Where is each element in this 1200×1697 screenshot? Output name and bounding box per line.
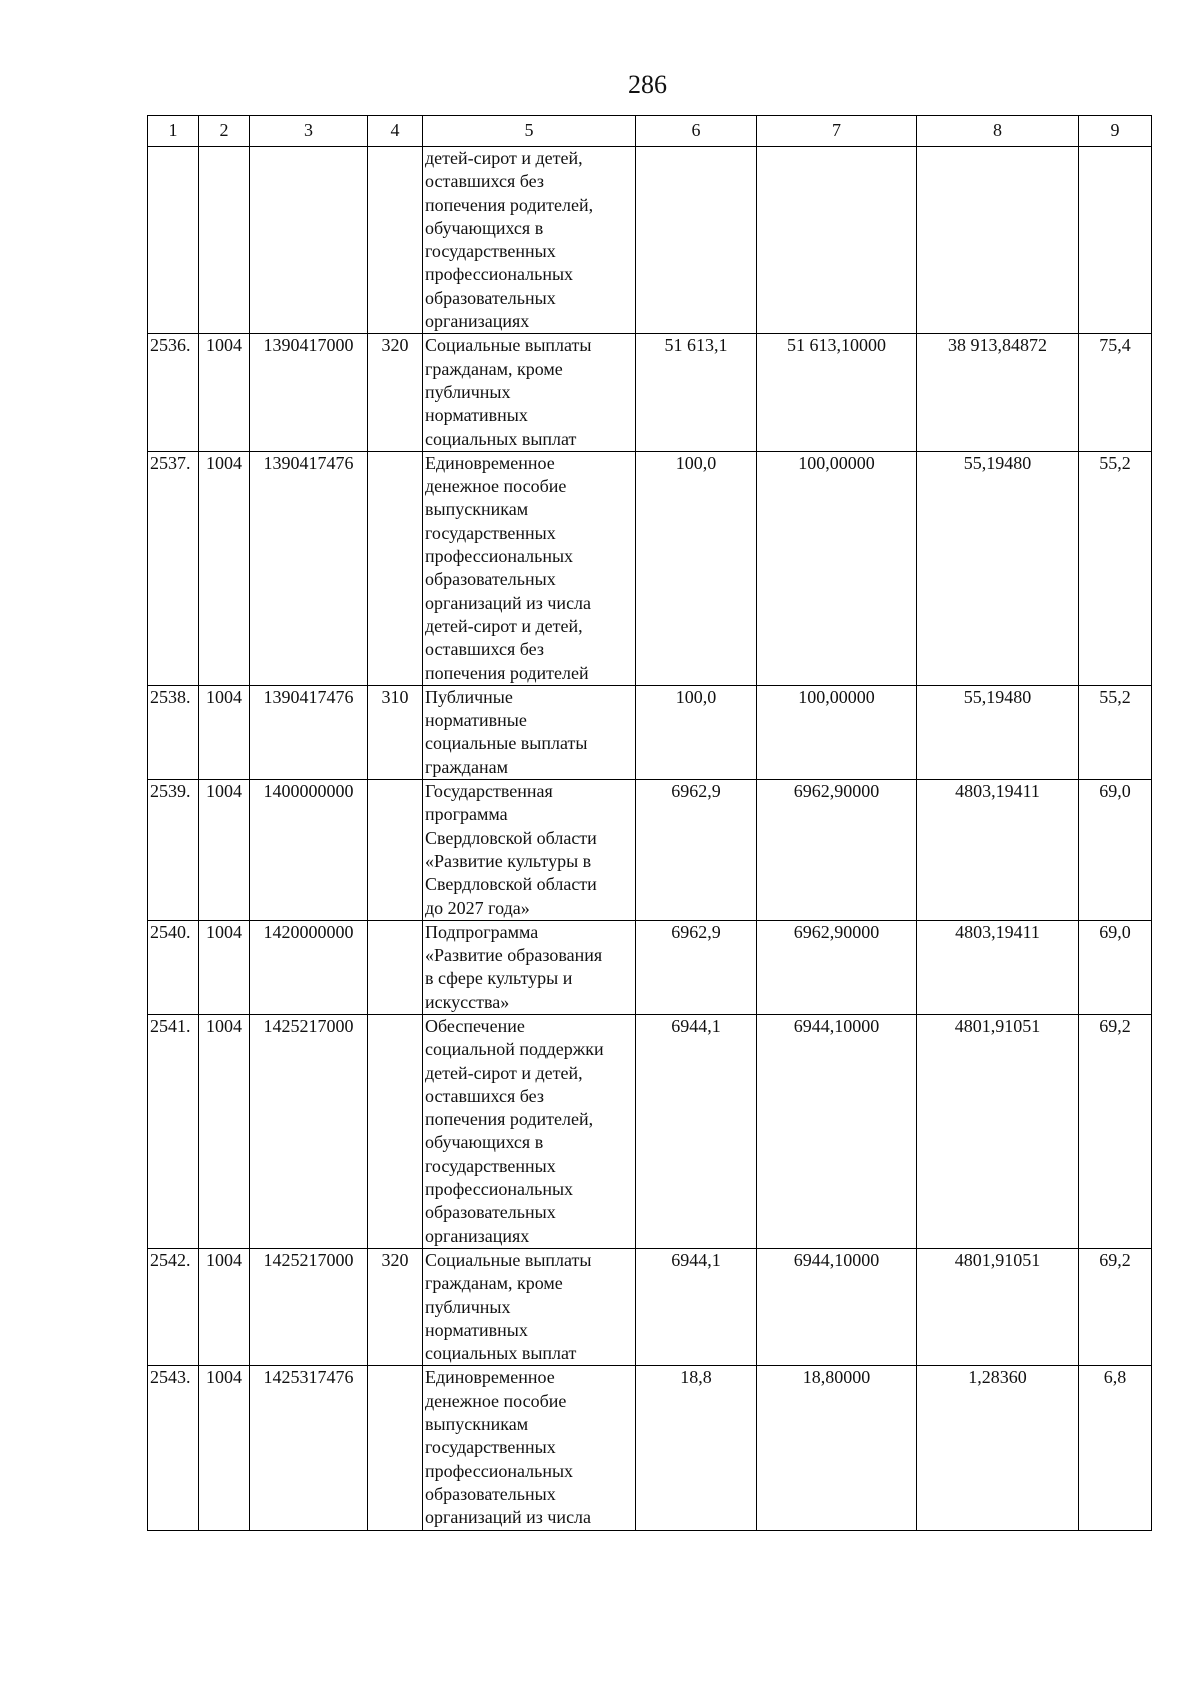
executed-amount-cell: 55,19480	[917, 685, 1079, 779]
description-line: гражданам, кроме	[425, 358, 563, 379]
refined-amount-cell: 100,00000	[757, 451, 917, 685]
column-header-8: 8	[917, 116, 1079, 147]
column-header-5: 5	[423, 116, 636, 147]
approved-amount-cell: 6962,9	[636, 780, 757, 921]
column-header-9: 9	[1079, 116, 1152, 147]
percent-cell	[1079, 147, 1152, 334]
description-line: оставшихся без	[425, 1085, 544, 1106]
table-row	[148, 1366, 1152, 1530]
description-line: публичных	[425, 381, 511, 402]
executed-amount-cell: 4803,19411	[917, 920, 1079, 1014]
row-number-cell	[148, 147, 199, 334]
percent-cell: 69,0	[1079, 780, 1152, 921]
description-line: «Развитие культуры в	[425, 850, 592, 871]
description-line: нормативные	[425, 710, 527, 731]
description-line: профессиональных	[425, 264, 574, 285]
description-line: детей-сирот и детей,	[425, 615, 583, 636]
refined-amount-cell: 6962,90000	[757, 920, 917, 1014]
description-line: «Развитие образования	[425, 945, 603, 966]
description-line: Социальные выплаты	[425, 1249, 592, 1270]
description-line: социальной поддержки	[425, 1039, 604, 1060]
description-line: профессиональных	[425, 1179, 574, 1200]
description-line: нормативных	[425, 405, 528, 426]
approved-amount-cell: 51 613,1	[636, 334, 757, 451]
section-code-cell	[199, 147, 250, 334]
description-line: организаций из числа	[425, 1507, 592, 1528]
description-line: профессиональных	[425, 546, 574, 567]
description-line: Свердловской области	[425, 827, 597, 848]
description-line: образовательных	[425, 569, 556, 590]
percent-cell: 69,2	[1079, 1248, 1152, 1365]
refined-amount-cell: 100,00000	[757, 685, 917, 779]
header-row	[148, 116, 1152, 147]
description-line: выпускникам	[425, 499, 529, 520]
expense-type-cell: 320	[368, 1248, 423, 1365]
description-cell	[423, 920, 636, 1014]
description-line: попечения родителей,	[425, 194, 594, 215]
refined-amount-cell: 18,80000	[757, 1366, 917, 1530]
target-article-cell: 1390417476	[250, 685, 368, 779]
description-cell	[423, 685, 636, 779]
column-header-7: 7	[757, 116, 917, 147]
row-number-cell: 2542.	[148, 1248, 199, 1365]
row-number-cell: 2537.	[148, 451, 199, 685]
description-line: обучающихся в	[425, 217, 544, 238]
percent-cell: 55,2	[1079, 451, 1152, 685]
section-code-cell: 1004	[199, 780, 250, 921]
row-number-cell: 2539.	[148, 780, 199, 921]
target-article-cell: 1390417000	[250, 334, 368, 451]
row-number-cell: 2540.	[148, 920, 199, 1014]
expense-type-cell	[368, 1366, 423, 1530]
approved-amount-cell: 100,0	[636, 451, 757, 685]
budget-table	[147, 115, 1152, 1531]
description-cell	[423, 147, 636, 334]
percent-cell: 6,8	[1079, 1366, 1152, 1530]
executed-amount-cell	[917, 147, 1079, 334]
table-row	[148, 147, 1152, 334]
description-line: социальных выплат	[425, 428, 577, 449]
column-header-2: 2	[199, 116, 250, 147]
percent-cell: 69,2	[1079, 1014, 1152, 1248]
description-line: государственных	[425, 1437, 556, 1458]
description-line: организациях	[425, 1225, 530, 1246]
table-row	[148, 685, 1152, 779]
target-article-cell: 1420000000	[250, 920, 368, 1014]
approved-amount-cell: 6944,1	[636, 1014, 757, 1248]
description-line: государственных	[425, 1155, 556, 1176]
approved-amount-cell	[636, 147, 757, 334]
refined-amount-cell: 6944,10000	[757, 1014, 917, 1248]
description-line: Социальные выплаты	[425, 335, 592, 356]
description-cell	[423, 1014, 636, 1248]
description-line: денежное пособие	[425, 476, 567, 497]
percent-cell: 69,0	[1079, 920, 1152, 1014]
column-header-4: 4	[368, 116, 423, 147]
description-line: Обеспечение	[425, 1015, 525, 1036]
page-number: 286	[628, 70, 667, 99]
description-line: попечения родителей,	[425, 1109, 594, 1130]
description-line: детей-сирот и детей,	[425, 1062, 583, 1083]
section-code-cell: 1004	[199, 1366, 250, 1530]
description-line: социальных выплат	[425, 1343, 577, 1364]
description-line: организаций из числа	[425, 592, 592, 613]
section-code-cell: 1004	[199, 685, 250, 779]
description-line: организациях	[425, 311, 530, 332]
table-row	[148, 334, 1152, 451]
target-article-cell: 1390417476	[250, 451, 368, 685]
executed-amount-cell: 1,28360	[917, 1366, 1079, 1530]
description-line: оставшихся без	[425, 639, 544, 660]
description-line: нормативных	[425, 1319, 528, 1340]
table-body	[148, 147, 1152, 1531]
description-cell	[423, 1366, 636, 1530]
description-cell	[423, 780, 636, 921]
description-line: оставшихся без	[425, 171, 544, 192]
percent-cell: 75,4	[1079, 334, 1152, 451]
description-line: государственных	[425, 241, 556, 262]
description-line: Подпрограмма	[425, 921, 539, 942]
expense-type-cell	[368, 780, 423, 921]
section-code-cell: 1004	[199, 920, 250, 1014]
table-row	[148, 1248, 1152, 1365]
executed-amount-cell: 4801,91051	[917, 1014, 1079, 1248]
table-row	[148, 920, 1152, 1014]
approved-amount-cell: 18,8	[636, 1366, 757, 1530]
description-line: государственных	[425, 522, 556, 543]
executed-amount-cell: 4801,91051	[917, 1248, 1079, 1365]
percent-cell: 55,2	[1079, 685, 1152, 779]
refined-amount-cell: 6962,90000	[757, 780, 917, 921]
column-header-1: 1	[148, 116, 199, 147]
description-line: публичных	[425, 1296, 511, 1317]
section-code-cell: 1004	[199, 1248, 250, 1365]
description-line: программа	[425, 804, 508, 825]
description-line: профессиональных	[425, 1460, 574, 1481]
column-header-6: 6	[636, 116, 757, 147]
section-code-cell: 1004	[199, 1014, 250, 1248]
description-cell	[423, 334, 636, 451]
section-code-cell: 1004	[199, 451, 250, 685]
expense-type-cell	[368, 451, 423, 685]
target-article-cell: 1425217000	[250, 1248, 368, 1365]
table-row	[148, 1014, 1152, 1248]
description-line: гражданам	[425, 756, 508, 777]
expense-type-cell: 320	[368, 334, 423, 451]
target-article-cell: 1400000000	[250, 780, 368, 921]
row-number-cell: 2543.	[148, 1366, 199, 1530]
refined-amount-cell: 51 613,10000	[757, 334, 917, 451]
description-line: до 2027 года»	[425, 897, 530, 918]
table-row	[148, 451, 1152, 685]
description-line: социальные выплаты	[425, 733, 588, 754]
executed-amount-cell: 55,19480	[917, 451, 1079, 685]
description-line: образовательных	[425, 1202, 556, 1223]
approved-amount-cell: 6944,1	[636, 1248, 757, 1365]
target-article-cell: 1425317476	[250, 1366, 368, 1530]
description-line: Публичные	[425, 686, 513, 707]
description-line: Единовременное	[425, 1367, 555, 1388]
description-line: детей-сирот и детей,	[425, 148, 583, 168]
description-line: гражданам, кроме	[425, 1273, 563, 1294]
executed-amount-cell: 4803,19411	[917, 780, 1079, 921]
description-line: в сфере культуры и	[425, 968, 573, 989]
approved-amount-cell: 100,0	[636, 685, 757, 779]
target-article-cell	[250, 147, 368, 334]
description-line: образовательных	[425, 1483, 556, 1504]
description-cell	[423, 451, 636, 685]
description-line: попечения родителей	[425, 662, 589, 683]
executed-amount-cell: 38 913,84872	[917, 334, 1079, 451]
expense-type-cell	[368, 1014, 423, 1248]
table-row	[148, 780, 1152, 921]
description-line: Свердловской области	[425, 874, 597, 895]
row-number-cell: 2541.	[148, 1014, 199, 1248]
row-number-cell: 2536.	[148, 334, 199, 451]
refined-amount-cell: 6944,10000	[757, 1248, 917, 1365]
description-line: образовательных	[425, 287, 556, 308]
column-header-3: 3	[250, 116, 368, 147]
description-line: выпускникам	[425, 1414, 529, 1435]
description-line: обучающихся в	[425, 1132, 544, 1153]
description-line: искусства»	[425, 991, 510, 1012]
expense-type-cell	[368, 147, 423, 334]
target-article-cell: 1425217000	[250, 1014, 368, 1248]
expense-type-cell	[368, 920, 423, 1014]
section-code-cell: 1004	[199, 334, 250, 451]
expense-type-cell: 310	[368, 685, 423, 779]
description-line: Государственная	[425, 781, 553, 802]
row-number-cell: 2538.	[148, 685, 199, 779]
approved-amount-cell: 6962,9	[636, 920, 757, 1014]
description-line: денежное пособие	[425, 1390, 567, 1411]
description-line: Единовременное	[425, 452, 555, 473]
description-cell	[423, 1248, 636, 1365]
refined-amount-cell	[757, 147, 917, 334]
